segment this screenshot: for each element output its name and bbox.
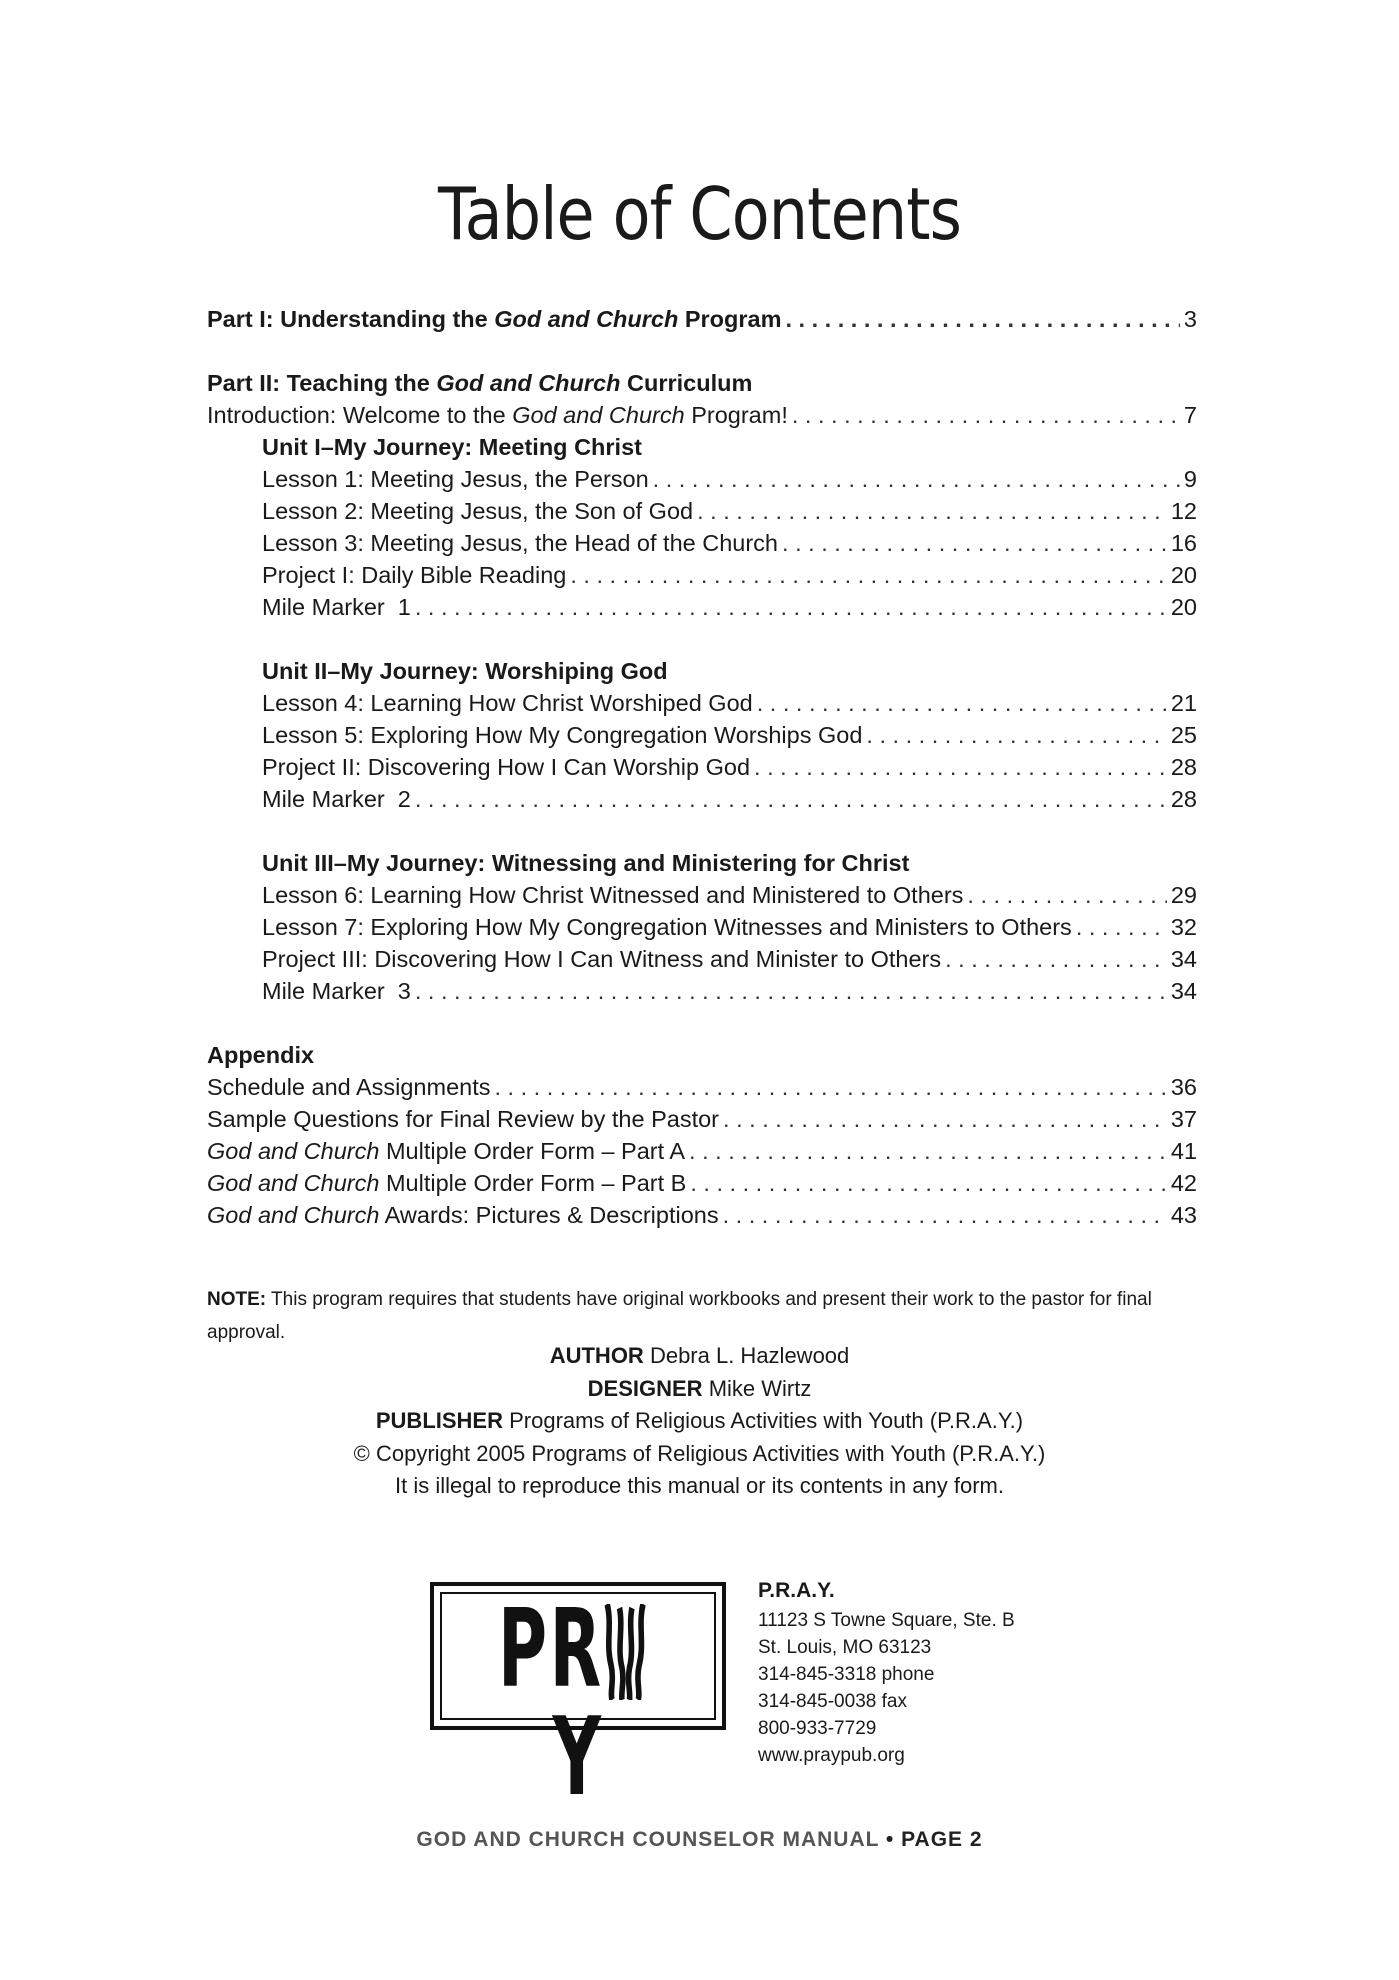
pray-logo: PR Y bbox=[430, 1582, 726, 1730]
toc-unit-3-heading: Unit III–My Journey: Witnessing and Ministering for Christ bbox=[262, 850, 910, 876]
author-line: AUTHOR Debra L. Hazlewood bbox=[549, 1343, 850, 1368]
credits bbox=[0, 1340, 1399, 1503]
tollfree-line: 800-933-7729 bbox=[758, 1718, 877, 1739]
program-note: NOTE: This program requires that students have original workbooks and present their work to the pastor for final approval. bbox=[207, 1289, 1152, 1343]
dot-leader bbox=[786, 303, 1180, 335]
designer-line: DESIGNER Mike Wirtz bbox=[587, 1375, 812, 1401]
toc-part-1: Part I: Understanding the God and Church Program . . . 3 bbox=[207, 303, 1197, 335]
toc-entry: Project II: Discovering How I Can Worship God . . . 28 bbox=[207, 751, 1197, 783]
toc-unit-1-heading: Unit I–My Journey: Meeting Christ bbox=[262, 434, 642, 460]
publisher-line: PUBLISHER Programs of Religious Activities with Youth (P.R.A.Y.) bbox=[375, 1408, 1024, 1433]
toc-entry: Lesson 6: Learning How Christ Witnessed and Ministered to Others . . . 29 bbox=[207, 879, 1197, 911]
toc-part-2: Part II: Teaching the God and Church Curriculum bbox=[207, 370, 753, 396]
address-line: St. Louis, MO 63123 bbox=[758, 1637, 932, 1658]
toc-entry: Lesson 3: Meeting Jesus, the Head of the Church . . . 16 bbox=[207, 527, 1197, 559]
toc-introduction: Introduction: Welcome to the God and Church Program! . . . 7 bbox=[207, 399, 1197, 431]
phone-line: 314-845-3318 phone bbox=[758, 1664, 935, 1685]
fax-line: 314-845-0038 fax bbox=[758, 1691, 907, 1712]
toc-entry: Mile Marker 1 . . . 20 bbox=[207, 591, 1197, 623]
toc-entry: Project I: Daily Bible Reading . . . 20 bbox=[207, 559, 1197, 591]
publisher-address bbox=[758, 1575, 1015, 1769]
toc-unit-2-heading: Unit II–My Journey: Worshiping God bbox=[262, 658, 668, 684]
toc-entry: Mile Marker 2 . . . 28 bbox=[207, 783, 1197, 815]
toc-entry: Lesson 7: Exploring How My Congregation Witnesses and Ministers to Others . . . 32 bbox=[207, 911, 1197, 943]
website-line: www.praypub.org bbox=[758, 1745, 905, 1766]
address-line: 11123 S Towne Square, Ste. B bbox=[758, 1610, 1015, 1631]
toc-entry: God and Church Multiple Order Form – Part B . . . 42 bbox=[207, 1167, 1197, 1199]
toc-entry: Project III: Discovering How I Can Witness and Minister to Others . . . 34 bbox=[207, 943, 1197, 975]
copyright-line: © Copyright 2005 Programs of Religious Activities with Youth (P.R.A.Y.) bbox=[353, 1440, 1046, 1466]
org-name: P.R.A.Y. bbox=[758, 1579, 835, 1602]
dot-leader bbox=[792, 399, 1180, 431]
toc-entry: Sample Questions for Final Review by the Pastor . . . 37 bbox=[207, 1103, 1197, 1135]
toc-entry: God and Church Awards: Pictures & Descriptions . . . 43 bbox=[207, 1199, 1197, 1231]
toc-entry: Lesson 4: Learning How Christ Worshiped God . . . 21 bbox=[207, 687, 1197, 719]
toc-entry: Lesson 5: Exploring How My Congregation Worships God . . . 25 bbox=[207, 719, 1197, 751]
page-footer: GOD AND CHURCH COUNSELOR MANUAL • PAGE 2 bbox=[416, 1828, 983, 1851]
toc-entry: Lesson 1: Meeting Jesus, the Person . . . 9 bbox=[207, 463, 1197, 495]
page-title: Table of Contents bbox=[437, 172, 962, 256]
toc-entry: Schedule and Assignments . . . 36 bbox=[207, 1071, 1197, 1103]
page-number: 3 bbox=[1183, 306, 1197, 332]
page-number: 7 bbox=[1183, 402, 1197, 428]
legal-line: It is illegal to reproduce this manual or its contents in any form. bbox=[395, 1473, 1004, 1498]
praying-hands-icon bbox=[604, 1596, 658, 1704]
toc-appendix-heading: Appendix bbox=[207, 1042, 315, 1068]
toc-entry: Mile Marker 3 . . . 34 bbox=[207, 975, 1197, 1007]
toc-entry: God and Church Multiple Order Form – Part A . . . 41 bbox=[207, 1135, 1197, 1167]
toc-entry: Lesson 2: Meeting Jesus, the Son of God . . . 12 bbox=[207, 495, 1197, 527]
table-of-contents bbox=[207, 303, 1197, 1231]
